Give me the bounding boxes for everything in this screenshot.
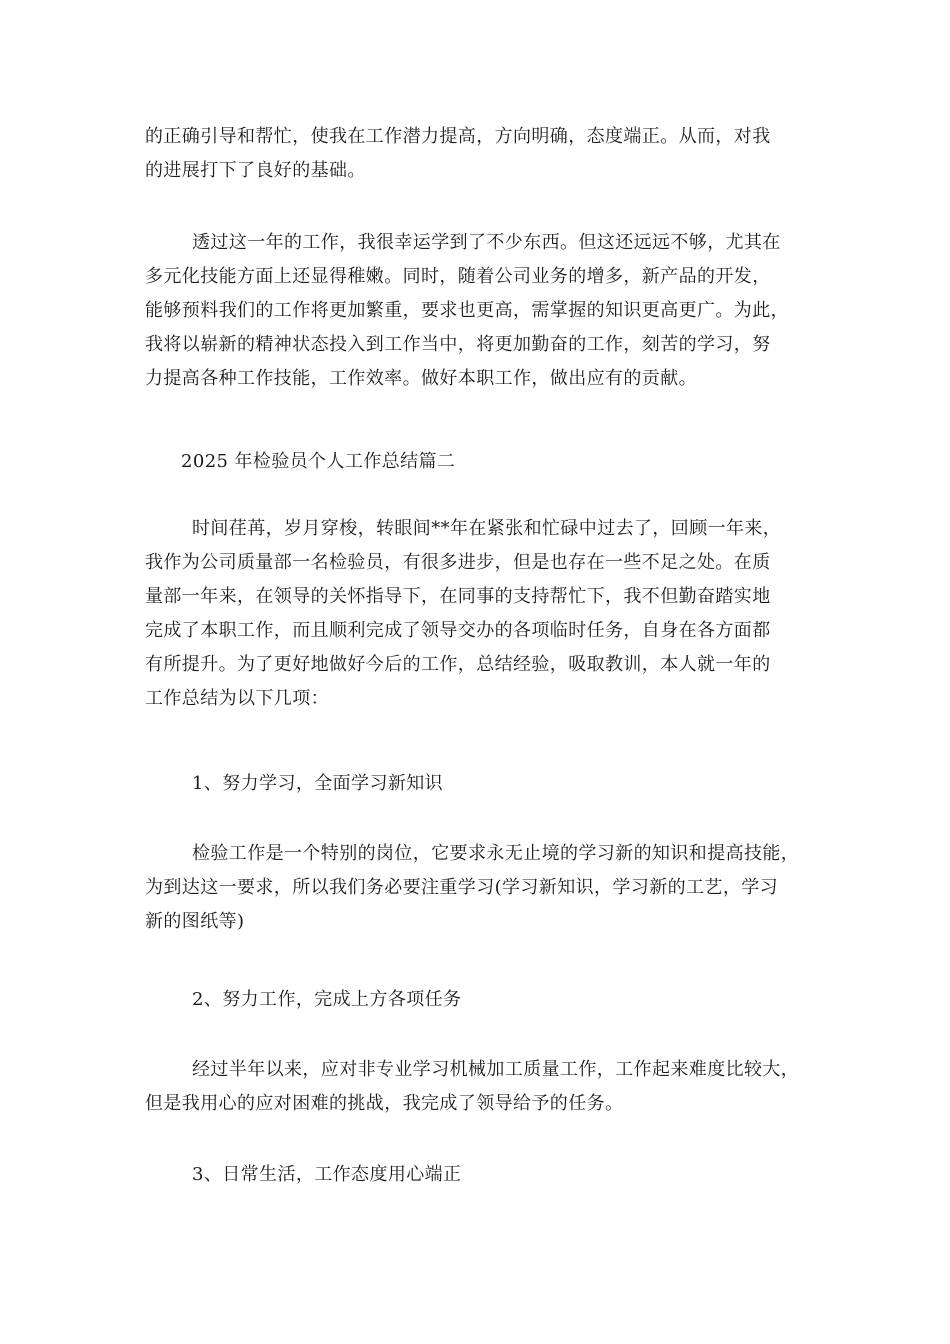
section-title: 2025 年检验员个人工作总结篇二 bbox=[181, 451, 456, 472]
text-line: 但是我用心的应对困难的挑战，我完成了领导给予的任务。 bbox=[145, 1093, 624, 1114]
paragraph-item-2 bbox=[145, 1053, 815, 1121]
paragraph-item-1 bbox=[145, 837, 815, 939]
text-line: 我作为公司质量部一名检验员，有很多进步，但是也存在一些不足之处。在质 bbox=[145, 552, 771, 573]
paragraph-intro bbox=[145, 512, 815, 716]
item-heading-3 bbox=[145, 1158, 815, 1192]
text-line: 的正确引导和帮忙，使我在工作潜力提高，方向明确，态度端正。从而，对我 bbox=[145, 126, 771, 147]
section-heading bbox=[145, 445, 815, 479]
text-line: 检验工作是一个特别的岗位，它要求永无止境的学习新的知识和提高技能， bbox=[192, 843, 800, 864]
text-line: 能够预料我们的工作将更加繁重，要求也更高，需掌握的知识更高更广。为此， bbox=[145, 300, 789, 321]
text-line: 的进展打下了良好的基础。 bbox=[145, 160, 366, 181]
text-line: 时间荏苒，岁月穿梭，转眼间**年在紧张和忙碌中过去了，回顾一年来， bbox=[192, 518, 782, 539]
item-title: 3、日常生活，工作态度用心端正 bbox=[192, 1164, 462, 1185]
text-line: 透过这一年的工作，我很幸运学到了不少东西。但这还远远不够，尤其在 bbox=[192, 232, 781, 253]
text-line: 我将以崭新的精神状态投入到工作当中，将更加勤奋的工作，刻苦的学习，努 bbox=[145, 334, 771, 355]
paragraph-continuation bbox=[145, 120, 815, 188]
text-line: 多元化技能方面上还显得稚嫩。同时，随着公司业务的增多，新产品的开发， bbox=[145, 266, 771, 287]
text-line: 新的图纸等) bbox=[145, 911, 245, 932]
text-line: 工作总结为以下几项： bbox=[145, 688, 329, 709]
item-heading-1 bbox=[145, 767, 815, 801]
item-title: 2、努力工作，完成上方各项任务 bbox=[192, 989, 462, 1010]
text-line: 量部一年来，在领导的关怀指导下，在同事的支持帮忙下，我不但勤奋踏实地 bbox=[145, 586, 771, 607]
item-title: 1、努力学习，全面学习新知识 bbox=[192, 773, 444, 794]
item-heading-2 bbox=[145, 983, 815, 1017]
text-line: 为到达这一要求，所以我们务必要注重学习(学习新知识，学习新的工艺，学习 bbox=[145, 877, 779, 898]
text-line: 力提高各种工作技能，工作效率。做好本职工作，做出应有的贡献。 bbox=[145, 368, 697, 389]
text-line: 完成了本职工作，而且顺利完成了领导交办的各项临时任务，自身在各方面都 bbox=[145, 620, 771, 641]
text-line: 经过半年以来，应对非专业学习机械加工质量工作，工作起来难度比较大， bbox=[192, 1059, 800, 1080]
text-line: 有所提升。为了更好地做好今后的工作，总结经验，吸取教训，本人就一年的 bbox=[145, 654, 771, 675]
paragraph-learning bbox=[145, 226, 815, 396]
